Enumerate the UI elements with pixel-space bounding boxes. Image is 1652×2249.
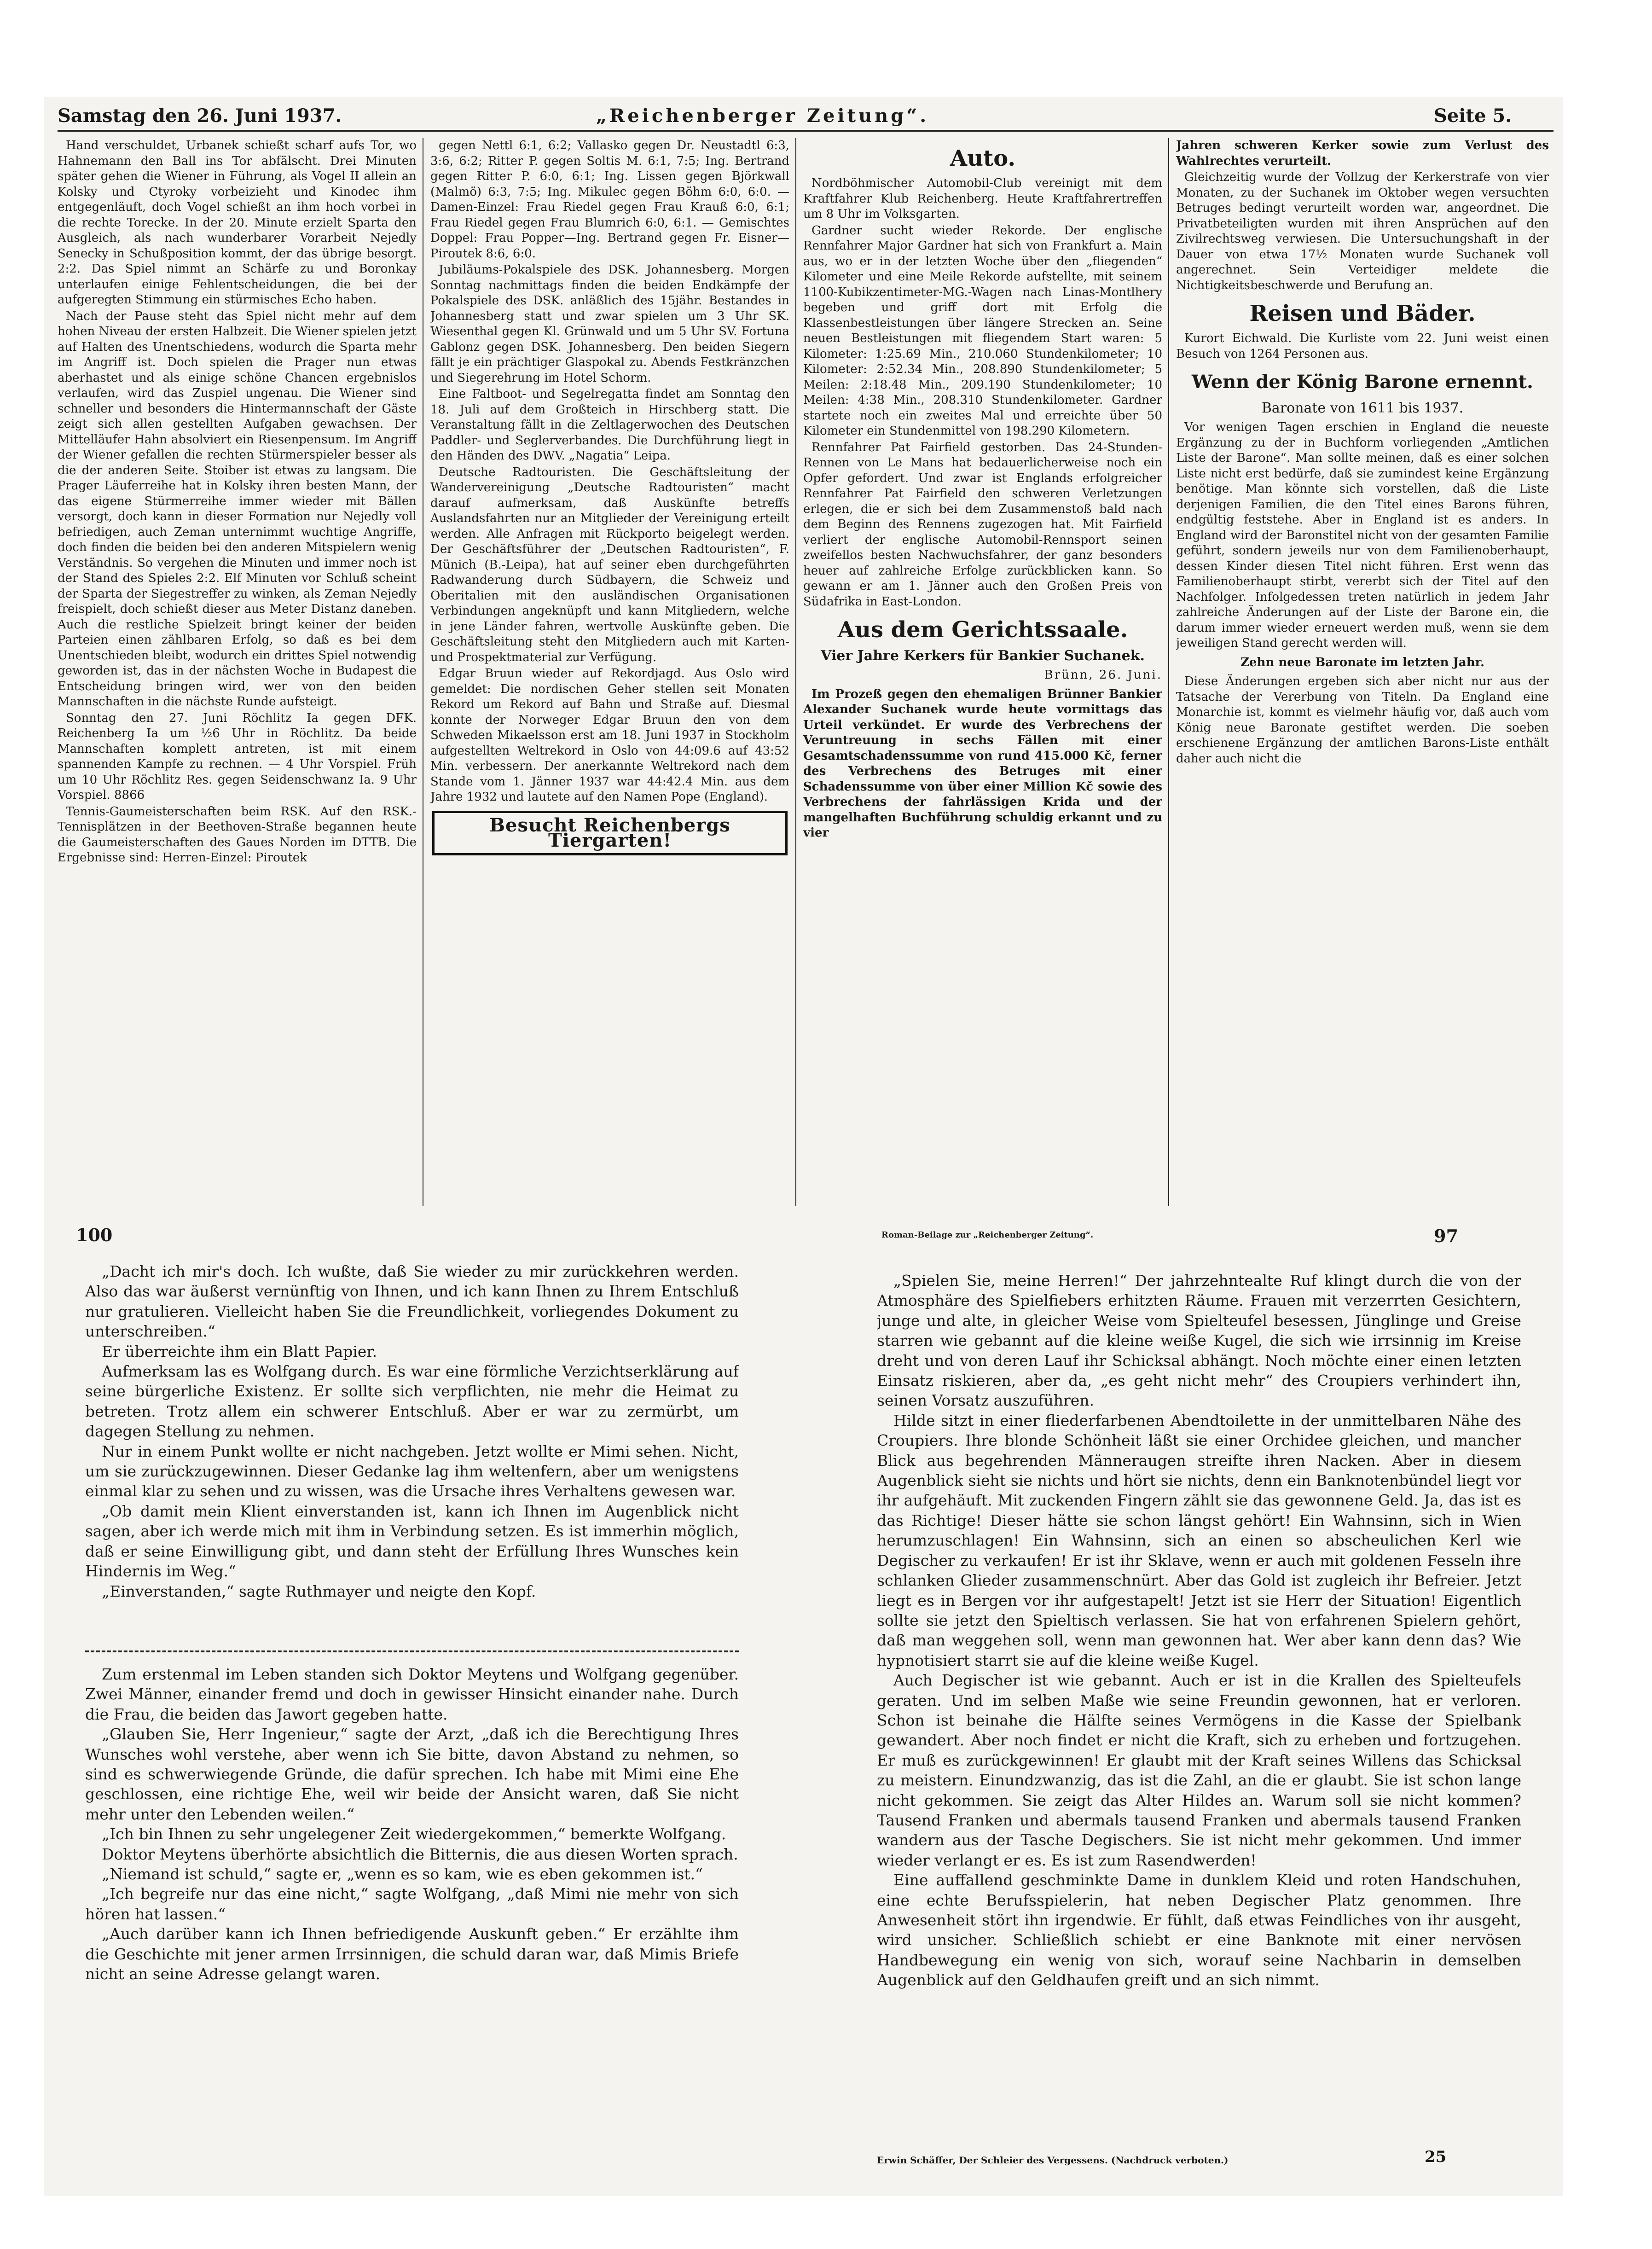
barons-article-continued: Diese Änderungen ergeben sich aber nicht nur aus der Tatsache der Vererbung von Titeln. Da England eine Monarchie ist, kommt es vielmehr häufig vor, daß auch vom König neue Baronate gestiftet werden. Die soeben erschienene Ergänzung der amtlichen Barons-Liste enthält daher auch nicht die (1176, 674, 1549, 766)
left-page-number: 100 (76, 1225, 113, 1245)
header-rule (58, 130, 1553, 132)
novel-paragraph: Zum erstenmal im Leben standen sich Doktor Meytens und Wolfgang gegenüber. Zwei Männer, einander fremd und doch in gewisser Hinsicht einander nahe. Durch die Frau, die beiden das Jawort gegeben hatte. (85, 1665, 739, 1723)
novel-paragraph: „Einverstanden,“ sagte Ruthmayer und neigte den Kopf. (102, 1582, 536, 1600)
court-dateline: Brünn, 26. Juni. (1044, 668, 1162, 682)
eichwald-spa-notice: Kurort Eichwald. Die Kurliste vom 22. Juni weist einen Besuch von 1264 Personen aus. (1176, 331, 1549, 361)
header-page-number: Seite 5. (1434, 105, 1512, 127)
barons-article-text: Vor wenigen Tagen erschien in England die neueste Ergänzung zu der in Buchform vorliegenden „Amtlichen Liste der Barone“. Man sollte meinen, daß es einer solchen Liste nicht erst bedürfe, daß sie zumindest keine Ergänzung benötige. Man könnte sich vorstellen, daß die Liste derjenigen Familien, die den Titel eines Barons führen, endgültig feststehe. Aber in England ist es anders. In England wird der Baronstitel nicht von der gesamten Familie geführt, sondern jeweils nur von dem Familienoberhaupt, dessen Kinder diesen Titel nicht führen. Erst wenn das Familienoberhaupt stirbt, vererbt sich der Titel auf den Nachfolger. Infolgedessen treten natürlich in jedem Jahr zahlreiche Änderungen auf der Liste der Barone ein, die darum immer wieder erneuert werden muß, wenn sie dem jeweiligen Stand gerecht werden will. (1176, 420, 1549, 650)
novel-paragraph: „Niemand ist schuld,“ sagte er, „wenn es so kam, wie es eben gekommen ist.“ (102, 1865, 703, 1883)
football-announcement: Sonntag den 27. Juni Röchlitz Ia gegen DFK. Reichenberg Ia um ½6 Uhr in Röchlitz. Da beide Mannschaften komplett antreten, ist mit einem spannenden Kampfe zu rechnen. — 4 Uhr Vorspiel. Früh um 10 Uhr Röchlitz Res. gegen Seidenschwanz Ia. 9 Uhr Vorspiel. 8866 (58, 711, 417, 802)
novel-paragraph: Er überreichte ihm ein Blatt Papier. (102, 1342, 377, 1360)
header-title: „Reichenberger Zeitung“. (596, 105, 929, 127)
column-2 (430, 138, 789, 1206)
zoo-advertisement: Besucht Reichenbergs Tiergarten! (432, 811, 788, 855)
sport-report-part2: Nach der Pause steht das Spiel nicht mehr auf dem hohen Niveau der ersten Halbzeit. Die Wiener spielen jetzt auf Halten des Unentschiedens, wodurch die Sparta mehr im Angriff ist. Doch spielen die Prager nun etwas aberhastet und als einige schöne Chancen ergebnislos verlaufen, wird das Zuspiel ungenau. Die Wiener sind schneller und besonders die Hintermannschaft der Gäste zeigt sich allen gestellten Aufgaben gewachsen. Der Mittelläufer Hahn absolviert ein Riesenpensum. Im Angriff der Wiener gefallen die rechten Stürmerspieler besser als die der anderen Seite. Stoiber ist etwas zu langsam. Die Prager Läuferreihe hat in Kolsky ihren besten Mann, der das eigene Stürmerreihe immer wieder mit Bällen versorgt, doch kann in dieser Formation nur Nejedly voll befriedigen, auch Zeman unternimmt wuchtige Angriffe, doch finden die beiden bei den anderen Mitspielern wenig Verständnis. So vergehen die Minuten und immer noch ist der Stand des Spieles 2:2. Elf Minuten vor Schluß scheint der Sparta der Siegestreffer zu winken, als Zeman Nejedly freispielt, doch schießt dieser aus Meter Distanz daneben. Auch die restliche Spielzeit bringt keiner der beiden Parteien einen zählbaren Erfolg, so daß es bei dem Unentschieden bleibt, wodurch ein drittes Spiel notwendig geworden ist, das in der nächsten Woche in Budapest die Entscheidung bringen wird, wer von den beiden Mannschaften in die nächste Runde aufsteigt. (58, 309, 417, 709)
novel-paragraph: Auch Degischer ist wie gebannt. Auch er ist in die Krallen des Spielteufels geraten. Und im selben Maße wie seine Freundin gewonnen, hat er verloren. Schon ist beinahe die Hälfte seines Vermögens in die Kasse der Spielbank gewandert. Aber noch findet er nicht die Kraft, sich zu erheben und fortzugehen. Er muß es zurückgewinnen! Er glaubt mit der Kraft seines Willens das Schicksal zu meistern. Einundzwanzig, das ist die Zahl, an die er glaubt. Sie ist schon lange nicht gekommen. Sie zeigt das Alter Hildes an. Warum soll sie nicht kommen? Tausend Franken und abermals tausend Franken und abermals tausend Franken wandern aus der Tasche Degischers. Sie ist nicht mehr gekommen. Und immer wieder verlangt er es. Es ist zum Rasendwerden! (877, 1671, 1521, 1869)
novel-paragraph: Eine auffallend geschminkte Dame in dunklem Kleid und roten Handschuhen, eine echte Berufsspielerin, hat neben Degischer Platz genommen. Ihre Anwesenheit stört ihn irgendwie. Er fühlt, daß etwas Feindliches von ihr ausgeht, wird unsicher. Schließlich schiebt er eine Banknote mit einer nervösen Handbewegung ein wenig von sich, worauf seine Nachbarin in demselben Augenblick auf den Geldhaufen greift und an sich nimmt. (877, 1871, 1521, 1989)
column-3 (803, 138, 1162, 1206)
fairfield-obituary: Rennfahrer Pat Fairfield gestorben. Das 24-Stunden-Rennen von Le Mans hat bedauerlicherweise noch ein Opfer gefordert. Und zwar ist Englands erfolgreicher Rennfahrer Pat Fairfield den schweren Verletzungen erlegen, die er sich bei dem Zusammenstoß bald nach dem Beginn des Rennens zugezogen hat. Mit Fairfield verliert der englische Automobil-Rennsport seinen zweifellos besten Nachwuchsfahrer, der ganz besonders heuer auf zahlreiche Erfolge zurückblicken kann. So gewann er am 1. Jänner auch den Großen Preis von Südafrika in East-London. (803, 440, 1162, 609)
court-report-detail: Gleichzeitig wurde der Vollzug der Kerkerstrafe von vier Monaten, zu der Suchanek im Oktober wegen versuchten Betruges bedingt verurteilt worden war, angeordnet. Die Privatbeteiligten wurden mit ihren Ansprüchen auf den Zivilrechtsweg verwiesen. Die Untersuchungshaft in der Dauer von etwa 17½ Monaten wurde Suchanek voll angerechnet. Sein Verteidiger meldete die Nichtigkeitsbeschwerde und Berufung an. (1176, 170, 1549, 292)
scene-break (85, 1650, 739, 1654)
section-heading-court: Aus dem Gerichtssaale. (837, 617, 1128, 643)
novel-paragraph: Nur in einem Punkt wollte er nicht nachgeben. Jetzt wollte er Mimi sehen. Nicht, um sie zurückzugewinnen. Dieser Gedanke lag ihm weltenfern, aber um wenigstens einmal klar zu sehen und zu wissen, was die Ursache ihres Verhaltens gewesen war. (85, 1442, 739, 1500)
novel-left-bottom (85, 1664, 739, 2079)
radtouristen-notice: Deutsche Radtouristen. Die Geschäftsleitung der Wandervereinigung „Deutsche Radtouristen“ macht darauf aufmerksam, daß Auskünfte betreffs Auslandsfahrten nur an Mitglieder der Vereinigung erteilt werden. Alle Anfragen mit Rückporto beigelegt werden. Der Geschäftsführer der „Deutschen Radtouristen“, F. Münich (B.-Leipa), hat auf seiner eben durchgeführten Radwanderung durch Südbayern, die Schweiz und Oberitalien mit den ausländischen Organisationen Verbindungen angeknüpft und kann Mitgliedern, welche in jene Länder fahren, wertvolle Auskünfte geben. Die Geschäftsleitung steht den Mitgliedern auch mit Karten- und Prospektmaterial zur Verfügung. (430, 465, 789, 664)
novel-paragraph: Hilde sitzt in einer fliederfarbenen Abendtoilette in der unmittelbaren Nähe des Croupiers. Ihre blonde Schönheit läßt sie einer Orchidee gleichen, und mancher Blick aus begehrenden Männeraugen streifte ihren Nacken. Aber in diesem Augenblick sieht sie nichts und hört sie nichts, denn ein Banknotenbündel liegt vor ihr aufgehäuft. Mit zuckenden Fingern zählt sie das gewonnene Geld. Ja, das ist es das Richtige! Dieser hätte sie schon längst gehört! Ein Wahnsinn, sich in Wien herumzuschlagen! Ein Wahnsinn, sich an einen so abscheulichen Kerl wie Degischer zu verkaufen! Er ist ihr Sklave, wenn er auch mit goldenen Fesseln ihre schlanken Glieder zusammenschnürt. Aber das Gold ist zugleich ihr Befreier. Jetzt liegt es in Bergen vor ihr aufgestapelt! Jetzt ist sie Herr der Situation! Eigentlich sollte sie jetzt den Spieltisch verlassen. Sie hat von erfahrenen Spielern gehört, daß man weggehen soll, wenn man gewonnen hat. Wer aber kann denn das? Wie hypnotisiert starrt sie auf die kleine weiße Kugel. (877, 1411, 1521, 1669)
novel-installment-number: 25 (1425, 2148, 1447, 2166)
novel-paragraph: „Auch darüber kann ich Ihnen befriedigende Auskunft geben.“ Er erzählte ihm die Geschichte mit jener armen Irrsinnigen, die schuld daran war, daß Mimis Briefe nicht an seine Adresse gelangt waren. (85, 1925, 739, 1983)
column-divider (1168, 138, 1169, 1206)
court-report-continued: Jahren schweren Kerker sowie zum Verlust des Wahlrechtes verurteilt. (1176, 139, 1549, 168)
barons-article-title: Wenn der König Barone ernennt. (1192, 371, 1533, 393)
novel-left-top (85, 1261, 739, 1639)
court-subheading: Vier Jahre Kerkers für Bankier Suchanek. (821, 648, 1145, 664)
court-report: Im Prozeß gegen den ehemaligen Brünner Bankier Alexander Suchanek wurde heute vormittags das Urteil verkündet. Er wurde des Verbrechens der Veruntreuung in sechs Fällen mit einer Gesamtschadenssumme von rund 415.000 Kč, ferner des Verbrechens des Betruges mit einer Schadenssumme von über einer Million Kč sowie des Verbrechens der fahrlässigen Krida und der mangelhaften Buchführung schuldig erkannt und zu vier (803, 687, 1162, 840)
jubilee-cup-games: Jubiläums-Pokalspiele des DSK. Johannesberg. Morgen Sonntag nachmittags finden die beiden Endkämpfe der Pokalspiele des DSK. anläßlich des 15jähr. Bestandes in Johannesberg statt und zwar spielen um 3 Uhr SK. Wiesenthal gegen Kl. Grünwald und um 5 Uhr SV. Fortuna Gablonz gegen DSK. Johannesberg. Den beiden Siegern fällt je ein prächtiger Glaspokal zu. Abends Festkränzchen und Siegerehrung im Hotel Schorm. (430, 263, 789, 385)
novel-paragraph: „Dacht ich mir's doch. Ich wußte, daß Sie wieder zu mir zurückkehren werden. Also das war äußerst vernünftig von Ihnen, und ich kann Ihnen zu Ihrem Entschluß nur gratulieren. Vielleicht haben Sie die Freundlichkeit, vorliegendes Dokument zu unterschreiben.“ (85, 1262, 739, 1341)
column-4 (1176, 138, 1549, 1206)
right-page-number: 97 (1434, 1226, 1458, 1246)
tennis-results-intro: Tennis-Gaumeisterschaften beim RSK. Auf den RSK.-Tennisplätzen in der Beethoven-Straße begannen heute die Gaumeisterschaften des Gaues Norden im DTTB. Die Ergebnisse sind: Herren-Einzel: Piroutek (58, 804, 417, 865)
novel-paragraph: Doktor Meytens überhörte absichtlich die Bitternis, die aus diesen Worten sprach. (102, 1845, 738, 1863)
regatta-announcement: Eine Faltboot- und Segelregatta findet am Sonntag den 18. Juli auf dem Großteich in Hirschberg statt. Die Veranstaltung fällt in die Zeltlagerwochen des Deutschen Paddler- und Seglerverbandes. Die Durchführung liegt in den Händen des DWV. „Nagatia“ Leipa. (430, 387, 789, 463)
sport-report-part1: Hand verschuldet, Urbanek schießt scharf aufs Tor, wo Hahnemann den Ball ins Tor abfälscht. Drei Minuten später gehen die Wiener in Führung, als Vogel II allein an Kolsky und Ctyroky vorbeizieht und Kinodec ihm entgegenläuft, doch Vogel schießt an ihm hoch vorbei in die rechte Torecke. In der 20. Minute erzielt Sparta den Ausgleich, als nach wunderbarer Vorarbeit Nejedly Senecky in Schußposition kommt, der das übrige besorgt. 2:2. Das Spiel nimmt an Schärfe zu und Boronkay unterlaufen einige Fehlentscheidungen, die bei der aufgeregten Stimmung ein stürmisches Echo haben. (58, 139, 417, 307)
barons-subheading: Zehn neue Baronate im letzten Jahr. (1240, 655, 1485, 669)
tennis-results: gegen Nettl 6:1, 6:2; Vallasko gegen Dr. Neustadtl 6:3, 3:6, 6:2; Ritter P. gegen Soltis M. 6:1, 7:5; Ing. Bertrand gegen Ritter P. 6:0, 6:1; Ing. Lissen gegen Björkwall (Malmö) 6:3, 7:5; Ing. Mikulec gegen Böhm 6:0, 6:0. — Damen-Einzel: Frau Riedel gegen Frau Krauß 6:0, 6:1; Frau Riedel gegen Frau Blumrich 6:0, 6:1. — Gemischtes Doppel: Frau Popper—Ing. Bertrand gegen Fr. Eisner—Piroutek 8:6, 6:0. (430, 139, 789, 261)
section-heading-travel: Reisen und Bäder. (1249, 301, 1476, 326)
gardner-records-news: Gardner sucht wieder Rekorde. Der englische Rennfahrer Major Gardner hat sich von Frankfurt a. Main aus, wo er in der letzten Woche über den „fliegenden“ Kilometer und eine Meile Rekorde aufstellte, mit seinem 1100-Kubikzentimeter-MG.-Wagen nach Linas-Montlhery begeben und griff dort mit Erfolg die Klassenbestleistungen über längere Strecken an. Seine neuen Bestleistungen mit fliegendem Start waren: 5 Kilometer: 1:25.69 Min., 210.060 Stundenkilometer; 10 Kilometer: 2:52.34 Min., 208.890 Stundenkilometer; 5 Meilen: 2:18.48 Min., 209.190 Stundenkilometer; 10 Meilen: 4:38 Min., 208.310 Stundenkilometer. Gardner startete noch ein zweites Mal und erreichte über 50 Kilometer ein Stundenmittel von 198.290 Kilometern. (803, 223, 1162, 438)
supplement-title: Roman-Beilage zur „Reichenberger Zeitung“. (881, 1230, 1094, 1240)
barons-article-subtitle: Baronate von 1611 bis 1937. (1261, 400, 1464, 416)
novel-paragraph: „Ich begreife nur das eine nicht,“ sagte Wolfgang, „daß Mimi nie mehr von sich hören hat lassen.“ (85, 1885, 739, 1923)
novel-paragraph: „Spielen Sie, meine Herren!“ Der jahrzehntealte Ruf klingt durch die von der Atmosphäre des Spielfiebers erhitzten Räume. Frauen mit verzerrten Gesichtern, junge und alte, in gleicher Weise vom Spielteufel besessen, Jünglinge und Greise starren wie gebannt auf die kleine weiße Kugel, die sich wie irrsinnig im Kreise dreht und von deren Lauf ihr Schicksal abhängt. Noch möchte einer einen letzten Einsatz riskieren, aber da, „es geht nicht mehr“ des Croupiers verhindert ihn, seinen Vorsatz auszuführen. (877, 1272, 1521, 1410)
novel-supplement (44, 1215, 1563, 2196)
newspaper-page-5 (44, 97, 1563, 1215)
header-date: Samstag den 26. Juni 1937. (58, 105, 342, 127)
novel-right (877, 1271, 1521, 2136)
novel-credit: Erwin Schäffer, Der Schleier des Vergessens. (Nachdruck verboten.) (877, 2155, 1229, 2166)
section-heading-auto: Auto. (950, 145, 1016, 171)
novel-paragraph: Aufmerksam las es Wolfgang durch. Es war eine förmliche Verzichtserklärung auf seine bürgerliche Existenz. Er sollte sich verpflichten, nie mehr die Heimat zu betreten. Trotz allem ein schwerer Entschluß. Aber er war zu zermürbt, um dagegen Stellung zu nehmen. (85, 1362, 739, 1441)
novel-paragraph: „Glauben Sie, Herr Ingenieur,“ sagte der Arzt, „daß ich die Berechtigung Ihres Wunsches wohl verstehe, aber wenn ich Sie bitte, davon Abstand zu nehmen, so sind es schwerwiegende Gründe, die dafür sprechen. Ich habe mit Mimi eine Ehe geschlossen, eine richtige Ehe, weil wir beide der Ansicht waren, daß Sie nicht mehr unter den Lebenden weilen.“ (85, 1725, 739, 1823)
bruun-record-news: Edgar Bruun wieder auf Rekordjagd. Aus Oslo wird gemeldet: Die nordischen Geher stellen seit Monaten Rekord um Rekord auf Bahn und Straße auf. Diesmal konnte der Norweger Edgar Bruun den von dem Schweden Mikaelsson erst am 18. Juni 1937 in Stockholm aufgestellten Weltrekord in Oslo von 44:09.6 auf 43:52 Min. verbessern. Der anerkannte Weltrekord nach dem Stande vom 1. Jänner 1937 war 44:42.4 Min. aus dem Jahre 1932 und lautete auf den Namen Pope (England). (430, 667, 789, 804)
column-1 (58, 138, 417, 1206)
auto-club-notice: Nordböhmischer Automobil-Club vereinigt mit dem Kraftfahrer Klub Reichenberg. Heute Kraftfahrertreffen um 8 Uhr im Volksgarten. (803, 176, 1162, 221)
column-divider (795, 138, 796, 1206)
novel-paragraph: „Ob damit mein Klient einverstanden ist, kann ich Ihnen im Augenblick nicht sagen, aber ich werde mich mit ihm in Verbindung setzen. Es ist immerhin möglich, daß er seine Einwilligung gibt, und dann steht der Erfüllung Ihres Wunsches kein Hindernis im Weg.“ (85, 1502, 739, 1581)
novel-paragraph: „Ich bin Ihnen zu sehr ungelegener Zeit wiedergekommen,“ bemerkte Wolfgang. (102, 1825, 726, 1843)
